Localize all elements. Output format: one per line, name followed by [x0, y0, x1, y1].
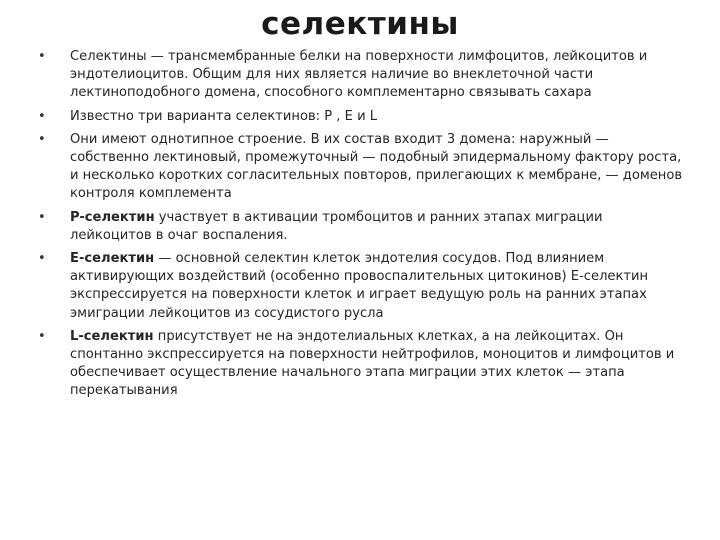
bullet-item: [38, 328, 688, 401]
bullet-dot-icon: •: [38, 49, 46, 64]
bullet-dot-icon: •: [38, 108, 46, 124]
bullet-item: [38, 131, 688, 204]
bullet-item: [38, 209, 688, 245]
bullet-text: присутствует не на эндотелиальных клетках, а на лейкоцитах. Он спонтанно экспрессируется на поверхности нейтрофилов, моноцитов и лимфоцитов и обеспечивает осуществление начального этапа миграции этих клеток — этапа перекатывания: [70, 328, 675, 399]
bullet-dot-icon: •: [38, 131, 46, 147]
bullet-dot-icon: •: [38, 209, 46, 225]
slide-title: селектины: [261, 6, 459, 42]
bullet-list: [38, 48, 688, 406]
bullet-text: — основной селектин клеток эндотелия сосудов. Под влиянием активирующих воздействий (особенно провоспалительных цитокинов) Е-селектин экспрессируется на поверхности клеток и играет ведущую роль на ранних этапах эмиграции лейкоцитов из сосудистого русла: [70, 251, 649, 321]
bullet-item: [38, 108, 688, 126]
bullet-dot-icon: •: [38, 328, 46, 344]
bullet-bold: L-селектин: [70, 328, 154, 344]
bullet-bold: P-селектин: [70, 209, 155, 225]
bullet-item: [38, 250, 688, 323]
bullet-item: [38, 48, 688, 103]
bullet-text: участвует в активации тромбоцитов и ранних этапах миграции лейкоцитов в очаг воспаления.: [70, 209, 603, 243]
bullet-text: Известно три варианта селектинов: P , E и L: [70, 108, 378, 124]
bullet-text: Они имеют однотипное строение. В их состав входит 3 домена: наружный — собственно лектиновый, промежуточный — подобный эпидермальному фактору роста, и несколько коротких согласительных повторов, прилегающих к мембране, — доменов контроля комплемента: [70, 131, 683, 202]
bullet-text: Селектины — трансмембранные белки на поверхности лимфоцитов, лейкоцитов и эндотелиоцитов. Общим для них является наличие во внеклеточной части лектиноподобного домена, способного комплементарно связывать сахара: [70, 49, 648, 101]
bullet-dot-icon: •: [38, 251, 46, 267]
bullet-bold: Е-селектин: [70, 251, 155, 267]
